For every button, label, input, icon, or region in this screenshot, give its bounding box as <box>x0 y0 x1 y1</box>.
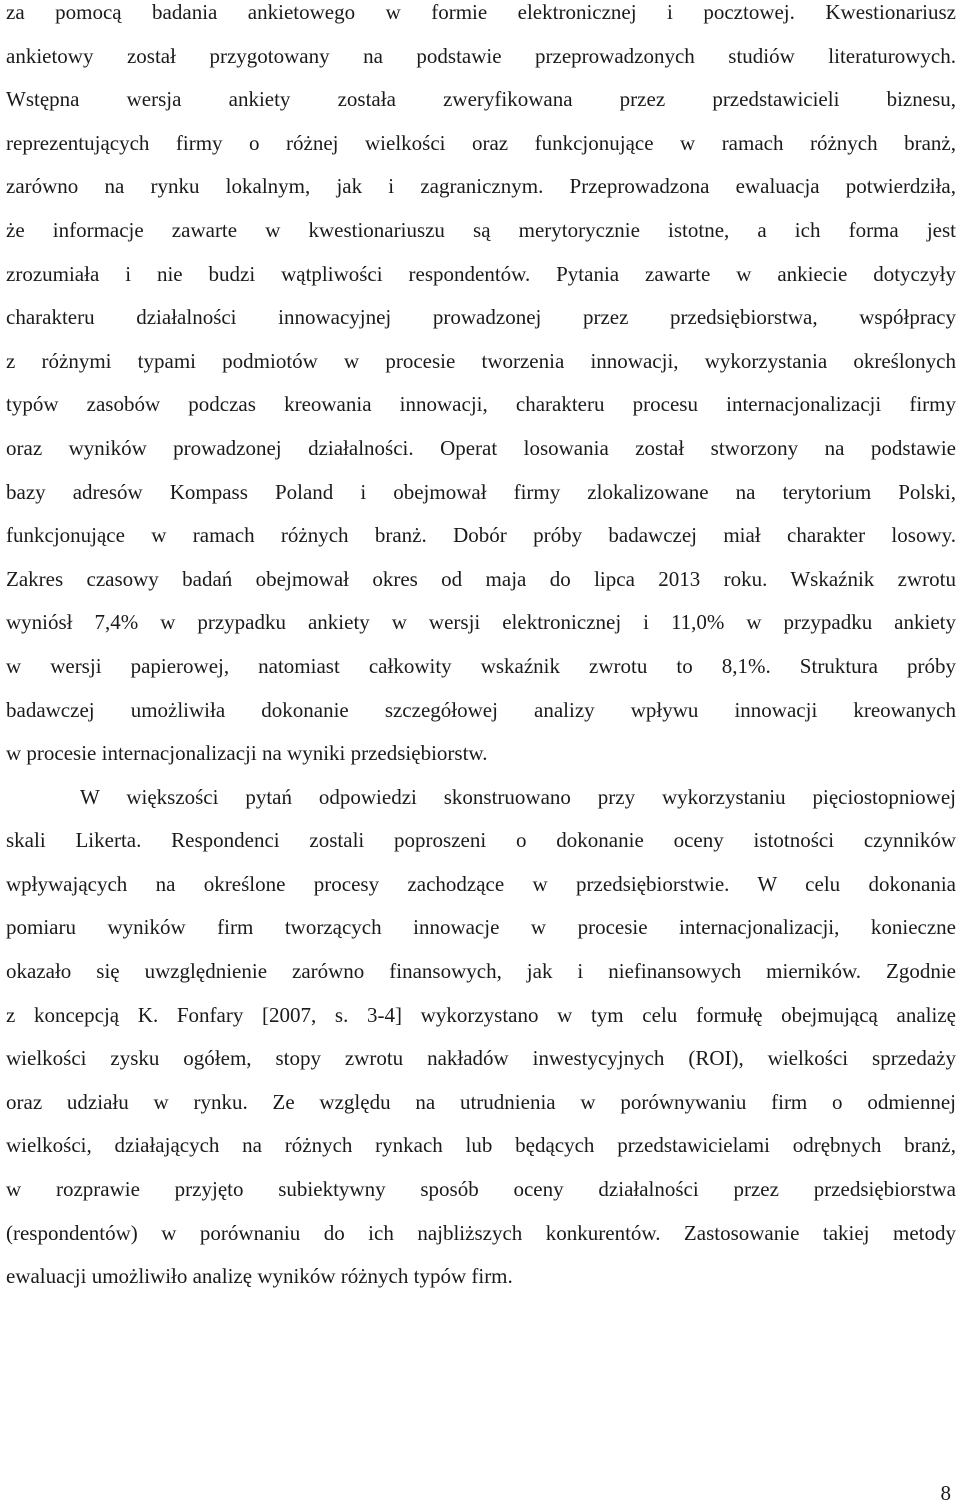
text-line: że informacje zawarte w kwestionariuszu są merytorycznie istotne, a ich forma jest <box>6 217 956 242</box>
text-line: typów zasobów podczas kreowania innowacji, charakteru procesu internacjonalizacji firmy <box>6 392 956 417</box>
text-line: wpływających na określone procesy zachodzące w przedsiębiorstwie. W celu dokonania <box>6 871 956 896</box>
text-line: (respondentów) w porównaniu do ich najbliższych konkurentów. Zastosowanie takiej metody <box>6 1220 956 1245</box>
paragraph-1 <box>6 0 956 776</box>
text-line: ankietowy został przygotowany na podstawie przeprowadzonych studiów literaturowych. <box>6 43 956 68</box>
text-line: charakteru działalności innowacyjnej prowadzonej przez przedsiębiorstwa, współpracy <box>6 305 956 330</box>
text-line: w procesie internacjonalizacji na wyniki przedsiębiorstw. <box>6 741 488 766</box>
text-line: funkcjonujące w ramach różnych branż. Dobór próby badawczej miał charakter losowy. <box>6 523 956 548</box>
text-line: skali Likerta. Respondenci zostali poproszeni o dokonanie oceny istotności czynników <box>6 828 956 853</box>
text-line: okazało się uwzględnienie zarówno finansowych, jak i niefinansowych mierników. Zgodnie <box>6 959 956 984</box>
text-line: badawczej umożliwiła dokonanie szczegółowej analizy wpływu innowacji kreowanych <box>6 697 956 722</box>
text-line: Zakres czasowy badań obejmował okres od maja do lipca 2013 roku. Wskaźnik zwrotu <box>6 566 956 591</box>
text-line: oraz udziału w rynku. Ze względu na utrudnienia w porównywaniu firm o odmiennej <box>6 1089 956 1114</box>
text-line: wyniósł 7,4% w przypadku ankiety w wersji elektronicznej i 11,0% w przypadku ankiety <box>6 610 956 635</box>
text-line: zarówno na rynku lokalnym, jak i zagranicznym. Przeprowadzona ewaluacja potwierdziła, <box>6 174 956 199</box>
page-number: 8 <box>940 1481 951 1505</box>
text-line: oraz wyników prowadzonej działalności. Operat losowania został stworzony na podstawie <box>6 435 956 460</box>
document-body <box>6 0 956 1299</box>
text-line: za pomocą badania ankietowego w formie elektronicznej i pocztowej. Kwestionariusz <box>6 0 956 24</box>
text-line: zrozumiała i nie budzi wątpliwości respondentów. Pytania zawarte w ankiecie dotyczyły <box>6 261 956 286</box>
text-line: ewaluacji umożliwiło analizę wyników różnych typów firm. <box>6 1264 513 1289</box>
text-line: pomiaru wyników firm tworzących innowacje w procesie internacjonalizacji, konieczne <box>6 915 956 940</box>
text-line: W większości pytań odpowiedzi skonstruowano przy wykorzystaniu pięciostopniowej <box>80 784 956 809</box>
text-line: bazy adresów Kompass Poland i obejmował firmy zlokalizowane na terytorium Polski, <box>6 479 956 504</box>
text-line: reprezentujących firmy o różnej wielkości oraz funkcjonujące w ramach różnych branż, <box>6 130 956 155</box>
text-line: Wstępna wersja ankiety została zweryfikowana przez przedstawicieli biznesu, <box>6 87 956 112</box>
text-line: z koncepcją K. Fonfary [2007, s. 3-4] wykorzystano w tym celu formułę obejmującą analizę <box>6 1002 956 1027</box>
paragraph-2 <box>6 776 956 1299</box>
text-line: z różnymi typami podmiotów w procesie tworzenia innowacji, wykorzystania określonych <box>6 348 956 373</box>
text-line: wielkości, działających na różnych rynkach lub będących przedstawicielami odrębnych branż, <box>6 1133 956 1158</box>
text-line: wielkości zysku ogółem, stopy zwrotu nakładów inwestycyjnych (ROI), wielkości sprzedaży <box>6 1046 956 1071</box>
text-line: w rozprawie przyjęto subiektywny sposób oceny działalności przez przedsiębiorstwa <box>6 1177 956 1202</box>
text-line: w wersji papierowej, natomiast całkowity wskaźnik zwrotu to 8,1%. Struktura próby <box>6 653 956 678</box>
